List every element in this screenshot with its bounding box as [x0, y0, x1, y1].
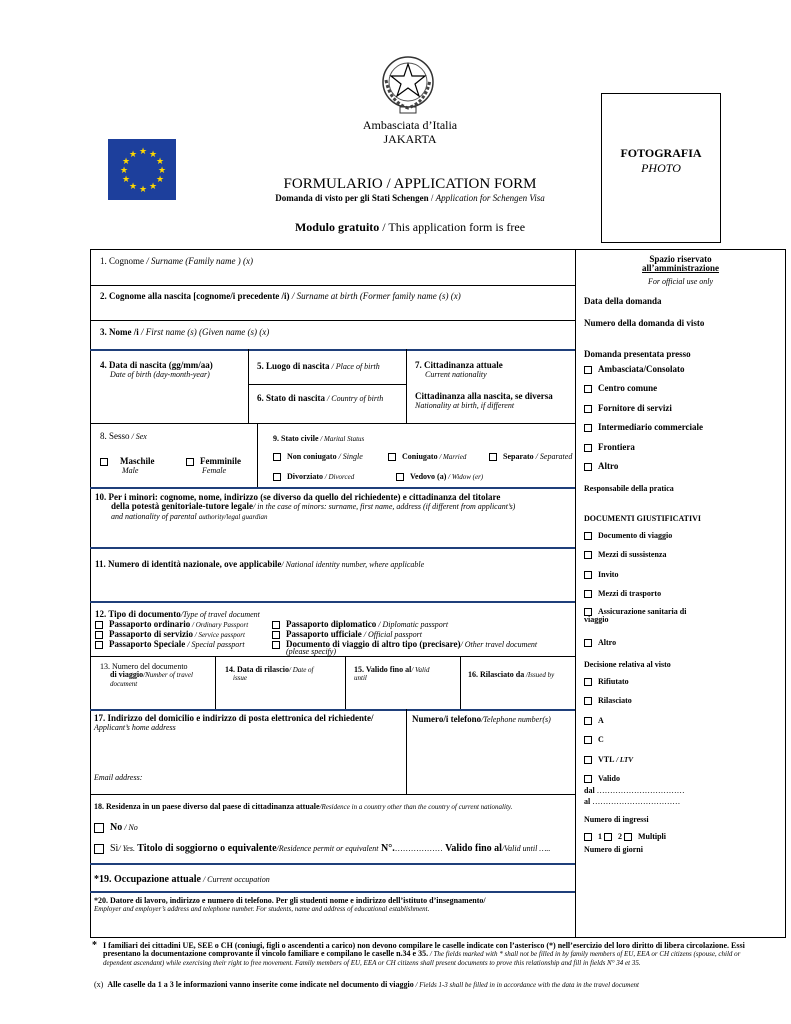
admin-doc-travel[interactable]: Documento di viaggio	[584, 531, 672, 540]
field-email[interactable]: Email address:	[94, 773, 143, 782]
field-document-type-label: 12. Tipo di documento/Type of travel document	[95, 609, 260, 619]
checkbox-icon[interactable]	[604, 833, 612, 841]
checkbox-icon[interactable]	[100, 458, 108, 466]
admin-dec-vtl[interactable]: VTL / LTV	[584, 755, 633, 764]
photo-label-en: PHOTO	[641, 161, 681, 175]
checkbox-icon[interactable]	[584, 551, 592, 559]
option-married[interactable]: Coniugato / Married	[388, 452, 466, 461]
admin-divider	[575, 249, 576, 938]
free-form-note: Modulo gratuito / This application form is free	[294, 220, 526, 234]
admin-doc-means[interactable]: Mezzi di sussistenza	[584, 550, 666, 559]
field-minors-guardian[interactable]: 10. Per i minori: cognome, nome, indirizzo (se diverso da quello del richiedente) e cittadinanza del titolare della potestà genitoriale-tutore legale/ in the case of minors: surname, first name, address (if different from applicant’s) and nationality of parental authority/legal guardian	[95, 492, 516, 521]
checkbox-icon[interactable]	[584, 385, 592, 393]
checkbox-icon[interactable]	[624, 833, 632, 841]
admin-doc-insurance[interactable]: Assicurazione sanitaria di viaggio	[584, 607, 687, 625]
checkbox-icon[interactable]	[95, 641, 103, 649]
other-document-specify: (please specify)	[286, 647, 336, 656]
footnote-fields-1-3: (x) Alle caselle da 1 a 3 le informazioni vanno inserite come indicate nel documento di viaggio / Fields 1-3 shall be filled in in accordance with the data in the travel document	[94, 980, 640, 989]
option-divorced[interactable]: Divorziato / Divorced	[273, 472, 354, 481]
admin-application-number: Numero della domanda di visto	[584, 318, 705, 328]
option-other-document[interactable]: Documento di viaggio di altro tipo (precisare)/ Other travel document	[272, 639, 537, 649]
checkbox-icon[interactable]	[584, 775, 592, 783]
footnote-star: *	[92, 940, 97, 951]
admin-number-of-entries: Numero di ingressi	[584, 815, 649, 824]
checkbox-icon[interactable]	[584, 532, 592, 540]
admin-entries-options[interactable]: 1 2 Multipli	[584, 832, 666, 841]
admin-dec-issued[interactable]: Rilasciato	[584, 696, 632, 705]
checkbox-icon[interactable]	[584, 366, 592, 374]
option-widowed[interactable]: Vedovo (a) / Widow (er)	[396, 472, 483, 481]
admin-supporting-docs: DOCUMENTI GIUSTIFICATIVI	[584, 514, 701, 523]
field-current-occupation[interactable]: *19. Occupazione attuale / Current occupation	[94, 874, 270, 885]
admin-number-of-days: Numero di giorni	[584, 845, 643, 854]
checkbox-icon[interactable]	[584, 833, 592, 841]
checkbox-icon[interactable]	[95, 631, 103, 639]
field-issue-date[interactable]: 14. Data di rilascio/ Date of issue	[225, 665, 314, 683]
embassy-name: Ambasciata d’Italia	[362, 118, 458, 132]
admin-opt-embassy[interactable]: Ambasciata/Consolato	[584, 364, 685, 374]
admin-dec-c[interactable]: C	[584, 735, 604, 744]
admin-opt-other[interactable]: Altro	[584, 461, 618, 471]
admin-valid-from[interactable]: dal ……………………………	[584, 786, 685, 795]
photo-box[interactable]	[601, 93, 721, 243]
checkbox-icon[interactable]	[94, 823, 104, 833]
checkbox-icon[interactable]	[584, 678, 592, 686]
option-official-passport[interactable]: Passaporto ufficiale / Official passport	[272, 629, 422, 639]
form-subtitle: Domanda di visto per gli Stati Schengen / Application for Schengen Visa	[275, 193, 545, 203]
italian-republic-emblem-icon	[380, 50, 436, 116]
admin-opt-common-centre[interactable]: Centro comune	[584, 383, 657, 393]
field-marital-status-label: 9. Stato civile / Marital Status	[273, 434, 365, 443]
photo-label: FOTOGRAFIA	[620, 146, 702, 160]
option-residence-no[interactable]: No / No	[94, 822, 138, 833]
admin-doc-invitation[interactable]: Invito	[584, 570, 618, 579]
field-document-number[interactable]: 13. Numero del documento di viaggio/Number of travel document	[100, 662, 193, 688]
admin-opt-service-provider[interactable]: Fornitore di servizi	[584, 403, 672, 413]
checkbox-icon[interactable]	[273, 453, 281, 461]
admin-visa-decision: Decisione relativa al visto	[584, 660, 671, 669]
checkbox-icon[interactable]	[272, 631, 280, 639]
field-surname[interactable]: 1. Cognome / Surname (Family name ) (x)	[100, 256, 253, 266]
checkbox-icon[interactable]	[388, 453, 396, 461]
admin-dec-a[interactable]: A	[584, 716, 604, 725]
admin-dec-refused[interactable]: Rifiutato	[584, 677, 629, 686]
field-current-nationality[interactable]: 7. Cittadinanza attuale Current nationality	[415, 360, 503, 380]
admin-opt-commercial-intermediary[interactable]: Intermediario commerciale	[584, 422, 703, 432]
checkbox-icon[interactable]	[396, 473, 404, 481]
field-valid-until[interactable]: 15. Valido fino al/ Valid until	[354, 665, 430, 683]
admin-valid[interactable]: Valido	[584, 774, 620, 783]
admin-valid-to[interactable]: al ……………………………	[584, 797, 681, 806]
checkbox-icon[interactable]	[273, 473, 281, 481]
field-sex-label: 8. Sesso / Sex	[100, 431, 147, 441]
field-residence-label: 18. Residenza in un paese diverso dal paese di cittadinanza attuale/Residence in a country other than the country of current nationality.	[94, 802, 513, 811]
checkbox-icon[interactable]	[584, 717, 592, 725]
checkbox-icon[interactable]	[489, 453, 497, 461]
checkbox-icon[interactable]	[584, 571, 592, 579]
checkbox-icon[interactable]	[95, 621, 103, 629]
checkbox-icon[interactable]	[584, 590, 592, 598]
admin-file-handled-by: Responsabile della pratica	[584, 484, 674, 493]
admin-title: Spazio riservato all’amministrazione	[642, 254, 719, 274]
field-issued-by[interactable]: 16. Rilasciato da /Issued by	[468, 670, 555, 679]
field-nationality-at-birth[interactable]: Cittadinanza alla nascita, se diversa Nationality at birth, if different	[415, 391, 553, 411]
option-single[interactable]: Non coniugato / Single	[273, 452, 363, 461]
checkbox-icon[interactable]	[584, 405, 592, 413]
checkbox-icon[interactable]	[584, 444, 592, 452]
admin-lodged-at: Domanda presentata presso	[584, 349, 691, 359]
field-employer[interactable]: *20. Datore di lavoro, indirizzo e numero di telefono. Per gli studenti nome e indirizzo dell’istituto d’insegnamento/ Employer and employer’s address and telephone number. For students, name and address of educational establishment.	[94, 896, 486, 914]
form-title: FORMULARIO / APPLICATION FORM	[283, 176, 537, 192]
checkbox-icon[interactable]	[94, 844, 104, 854]
footnote-family-members: I familiari dei cittadini UE, SEE o CH (coniugi, figli o ascendenti a carico) non devono compilare le caselle indicate con l’asterisco (*) nell’esercizio del loro diritto di libera circolazione. Essi presentano la documentazione comprovante il vincolo familiare e compilano le caselle n.34 e 35. / The fields marked with * shall not be filled in by family members of EU, EEA or CH citizens (spouse, child or dependent ascendant) while exercising their right to free movement. Family members of EU, EEA or CH citizens shall present documents to prove this relationship and fill in fields N° 34 et 35.	[103, 941, 745, 967]
option-diplomatic-passport[interactable]: Passaporto diplomatico / Diplomatic passport	[272, 619, 448, 629]
field-surname-at-birth[interactable]: 2. Cognome alla nascita [cognome/i precedente /i) / Surname at birth (Former family name (s) (x)	[100, 291, 461, 301]
checkbox-icon[interactable]	[272, 621, 280, 629]
checkbox-icon[interactable]	[584, 463, 592, 471]
checkbox-icon[interactable]	[584, 424, 592, 432]
option-separated[interactable]: Separato / Separated	[489, 452, 572, 461]
eu-flag-icon: ★ ★ ★ ★ ★ ★ ★ ★ ★ ★ ★ ★	[108, 139, 176, 200]
embassy-city: JAKARTA	[383, 132, 437, 146]
checkbox-icon[interactable]	[584, 639, 592, 647]
field-telephone[interactable]: Numero/i telefono/Telephone number(s)	[412, 714, 551, 724]
option-female[interactable]: Femminile Female	[186, 457, 241, 476]
checkbox-icon[interactable]	[584, 756, 592, 764]
option-residence-yes[interactable]: Sì/ Yes. Titolo di soggiorno o equivalente/Residence permit or equivalent N°.……………… Valido fino al/Valid until …..	[94, 843, 550, 854]
admin-date-of-application: Data della domanda	[584, 296, 662, 306]
checkbox-icon[interactable]	[584, 736, 592, 744]
option-ordinary-passport[interactable]: Passaporto ordinario / Ordinary Passport	[95, 619, 248, 629]
field-place-of-birth[interactable]: 5. Luogo di nascita / Place of birth	[257, 361, 380, 371]
checkbox-icon[interactable]	[186, 458, 194, 466]
admin-title-en: For official use only	[647, 277, 714, 286]
field-date-of-birth[interactable]: 4. Data di nascita (gg/mm/aa) Date of birth (day-month-year)	[100, 360, 213, 380]
option-special-passport[interactable]: Passaporto Speciale / Special passport	[95, 639, 245, 649]
checkbox-icon[interactable]	[272, 641, 280, 649]
field-national-id[interactable]: 11. Numero di identità nazionale, ove applicabile/ National identity number, where applicable	[95, 559, 425, 569]
field-country-of-birth[interactable]: 6. Stato di nascita / Country of birth	[257, 393, 384, 403]
field-first-name[interactable]: 3. Nome /i / First name (s) (Given name (s) (x)	[100, 327, 270, 337]
option-male[interactable]: Maschile Male	[100, 457, 155, 476]
admin-doc-transport[interactable]: Mezzi di trasporto	[584, 589, 661, 598]
option-service-passport[interactable]: Passaporto di servizio / Service passport	[95, 629, 245, 639]
admin-doc-other[interactable]: Altro	[584, 638, 616, 647]
admin-opt-border[interactable]: Frontiera	[584, 442, 635, 452]
checkbox-icon[interactable]	[584, 697, 592, 705]
field-home-address[interactable]: 17. Indirizzo del domicilio e indirizzo di posta elettronica del richiedente/ Applicant’s home address	[94, 713, 374, 733]
